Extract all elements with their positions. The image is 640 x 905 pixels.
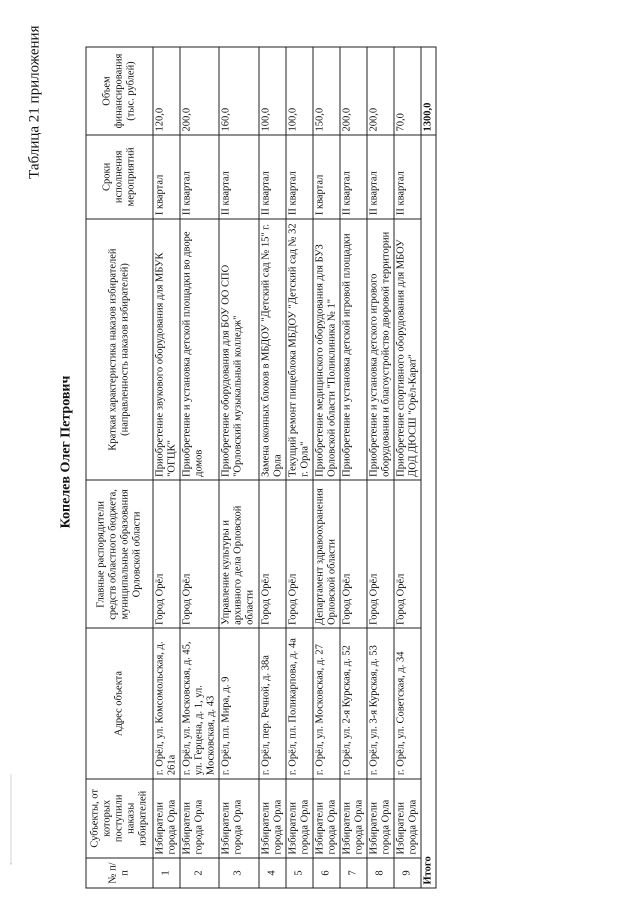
- row-number: 4: [258, 858, 285, 888]
- row-description: Приобретение звукового оборудования для МБУК "ОГЦК": [153, 219, 180, 481]
- header-row: [86, 47, 153, 888]
- row-address: г. Орёл, ул. 2-я Курская, д. 52: [339, 628, 366, 778]
- row-manager: Город Орёл: [180, 480, 219, 628]
- row-amount: 150,0: [312, 47, 339, 135]
- row-number: 2: [180, 858, 219, 888]
- scan-mark: [10, 775, 11, 865]
- table-row: [285, 47, 312, 888]
- row-address: г. Орёл, ул. Комсомольская, д. 261а: [153, 628, 180, 778]
- header-address: Адрес объекта: [86, 628, 153, 778]
- row-term: II квартал: [180, 135, 219, 219]
- row-address: г. Орёл, пл. Мира, д. 9: [219, 628, 258, 778]
- row-subject: Избиратели города Орла: [285, 779, 312, 858]
- row-amount: 100,0: [258, 47, 285, 135]
- row-description: Приобретение медицинского оборудования для БУЗ Орловской области "Поликлиника № 1": [312, 219, 339, 481]
- row-term: II квартал: [258, 135, 285, 219]
- row-manager: Город Орёл: [339, 480, 366, 628]
- table-row: [367, 47, 394, 888]
- row-term: II квартал: [367, 135, 394, 219]
- row-number: 8: [367, 858, 394, 888]
- row-description: Замена оконных блоков в МБДОУ "Детский сад № 15" г. Орла: [258, 219, 285, 481]
- row-description: Приобретение оборудования для БОУ ОО СПО "Орловский музыкальный колледж": [219, 219, 258, 481]
- row-address: г. Орёл, ул. 3-я Курская, д. 53: [367, 628, 394, 778]
- header-subject: Субъекты, от которых поступили наказы избирателей: [86, 779, 153, 858]
- row-manager: Управление культуры и архивного дела Орловской области: [219, 480, 258, 628]
- row-subject: Избиратели города Орла: [180, 779, 219, 858]
- row-subject: Избиратели города Орла: [153, 779, 180, 858]
- table-row: [394, 47, 421, 888]
- row-address: г. Орёл, пер. Речной, д. 38а: [258, 628, 285, 778]
- row-amount: 120,0: [153, 47, 180, 135]
- row-subject: Избиратели города Орла: [339, 779, 366, 858]
- row-manager: Город Орёл: [285, 480, 312, 628]
- row-manager: Город Орёл: [367, 480, 394, 628]
- table-row: [153, 47, 180, 888]
- header-term: Сроки исполнения мероприятий: [86, 135, 153, 219]
- row-term: II квартал: [285, 135, 312, 219]
- row-subject: Избиратели города Орла: [312, 779, 339, 858]
- row-term: I квартал: [153, 135, 180, 219]
- row-amount: 200,0: [180, 47, 219, 135]
- row-subject: Избиратели города Орла: [258, 779, 285, 858]
- row-number: 1: [153, 858, 180, 888]
- row-amount: 160,0: [219, 47, 258, 135]
- row-address: г. Орёл, пл. Поликарпова, д. 4а: [285, 628, 312, 778]
- row-number: 5: [285, 858, 312, 888]
- row-description: Приобретение и установка детского игрового оборудования и благоустройство дворовой территории: [367, 219, 394, 481]
- table-row: [258, 47, 285, 888]
- header-number: № п/п: [86, 858, 153, 888]
- row-subject: Избиратели города Орла: [367, 779, 394, 858]
- table-row: [339, 47, 366, 888]
- row-address: г. Орёл, ул. Советская, д. 34: [394, 628, 421, 778]
- row-amount: 200,0: [367, 47, 394, 135]
- row-term: II квартал: [219, 135, 258, 219]
- row-description: Приобретение спортивного оборудования для МБОУ ДОД ДЮСШ "Орёл-Карат": [394, 219, 421, 481]
- row-number: 9: [394, 858, 421, 888]
- row-subject: Избиратели города Орла: [394, 779, 421, 858]
- mandates-table: [85, 47, 436, 889]
- row-number: 6: [312, 858, 339, 888]
- row-term: II квартал: [339, 135, 366, 219]
- deputy-name: Копелев Олег Петрович: [58, 375, 73, 529]
- row-address: г. Орёл, ул. Московская, д. 45, ул. Герцена, д. 1, ул. Московская, д. 43: [180, 628, 219, 778]
- row-number: 7: [339, 858, 366, 888]
- header-description: Краткая характеристика наказов избирателей (направленность наказов избирателей): [86, 219, 153, 481]
- total-row: [421, 47, 436, 888]
- row-term: II квартал: [394, 135, 421, 219]
- table-row: [180, 47, 219, 888]
- row-subject: Избиратели города Орла: [219, 779, 258, 858]
- row-manager: Город Орёл: [258, 480, 285, 628]
- row-address: г. Орёл, ул. Московская, д. 27: [312, 628, 339, 778]
- row-amount: 100,0: [285, 47, 312, 135]
- row-manager: Город Орёл: [394, 480, 421, 628]
- header-amount: Объем финансирования (тыс. рублей): [86, 47, 153, 135]
- row-amount: 70,0: [394, 47, 421, 135]
- row-number: 3: [219, 858, 258, 888]
- row-term: I квартал: [312, 135, 339, 219]
- row-manager: Город Орёл: [153, 480, 180, 628]
- table-row: [219, 47, 258, 888]
- row-description: Текущий ремонт пищеблока МБДОУ "Детский сад № 32 г. Орла": [285, 219, 312, 481]
- total-amount: 1300,0: [421, 47, 436, 135]
- row-description: Приобретение и установка детской игровой площадки: [339, 219, 366, 481]
- header-manager: Главные распорядители средств областного бюджета, муниципальные образования Орловской области: [86, 480, 153, 628]
- row-amount: 200,0: [339, 47, 366, 135]
- total-label: Итого: [421, 135, 436, 888]
- row-manager: Департамент здравоохранения Орловской области: [312, 480, 339, 628]
- table-row: [312, 47, 339, 888]
- table-caption: Таблица 21 приложения: [26, 25, 42, 179]
- row-description: Приобретение и установка детской площадки во дворе домов: [180, 219, 219, 481]
